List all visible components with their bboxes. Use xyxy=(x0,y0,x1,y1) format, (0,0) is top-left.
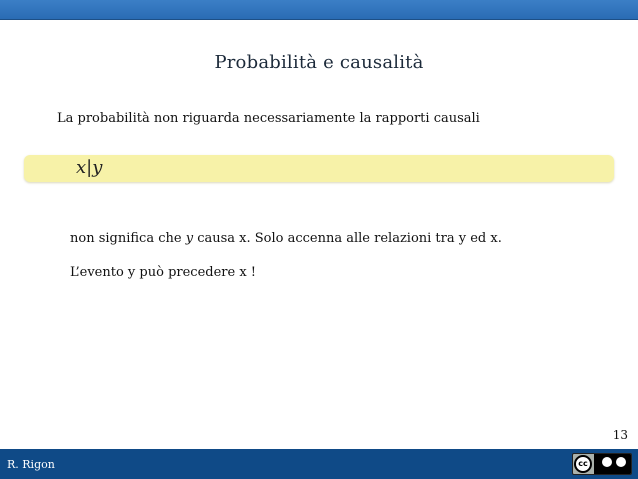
bottom-bar xyxy=(0,449,638,479)
author-name: R. Rigon xyxy=(7,458,55,471)
explanation-text-end: causa x. Solo accenna alle relazioni tra y ed x. xyxy=(193,231,502,246)
formula-highlight-box xyxy=(24,155,614,182)
intro-text: La probabilità non riguarda necessariamente la rapporti causali xyxy=(57,111,480,126)
share-alike-icon xyxy=(616,457,626,467)
license-terms-icon xyxy=(594,454,632,474)
page-number: 13 xyxy=(612,428,628,442)
slide-title: Probabilità e causalità xyxy=(214,52,424,73)
top-bar xyxy=(0,0,638,20)
emphasized-variable: y xyxy=(185,231,194,246)
formula: x|y xyxy=(76,157,103,178)
explanation-text-start: non significa che xyxy=(70,231,186,246)
cc-logo-icon: cc xyxy=(574,455,592,473)
explanation-line xyxy=(70,231,502,246)
attribution-icon xyxy=(602,457,612,467)
creative-commons-icon xyxy=(572,453,632,475)
event-precedence-line: L’evento y può precedere x ! xyxy=(70,265,257,280)
